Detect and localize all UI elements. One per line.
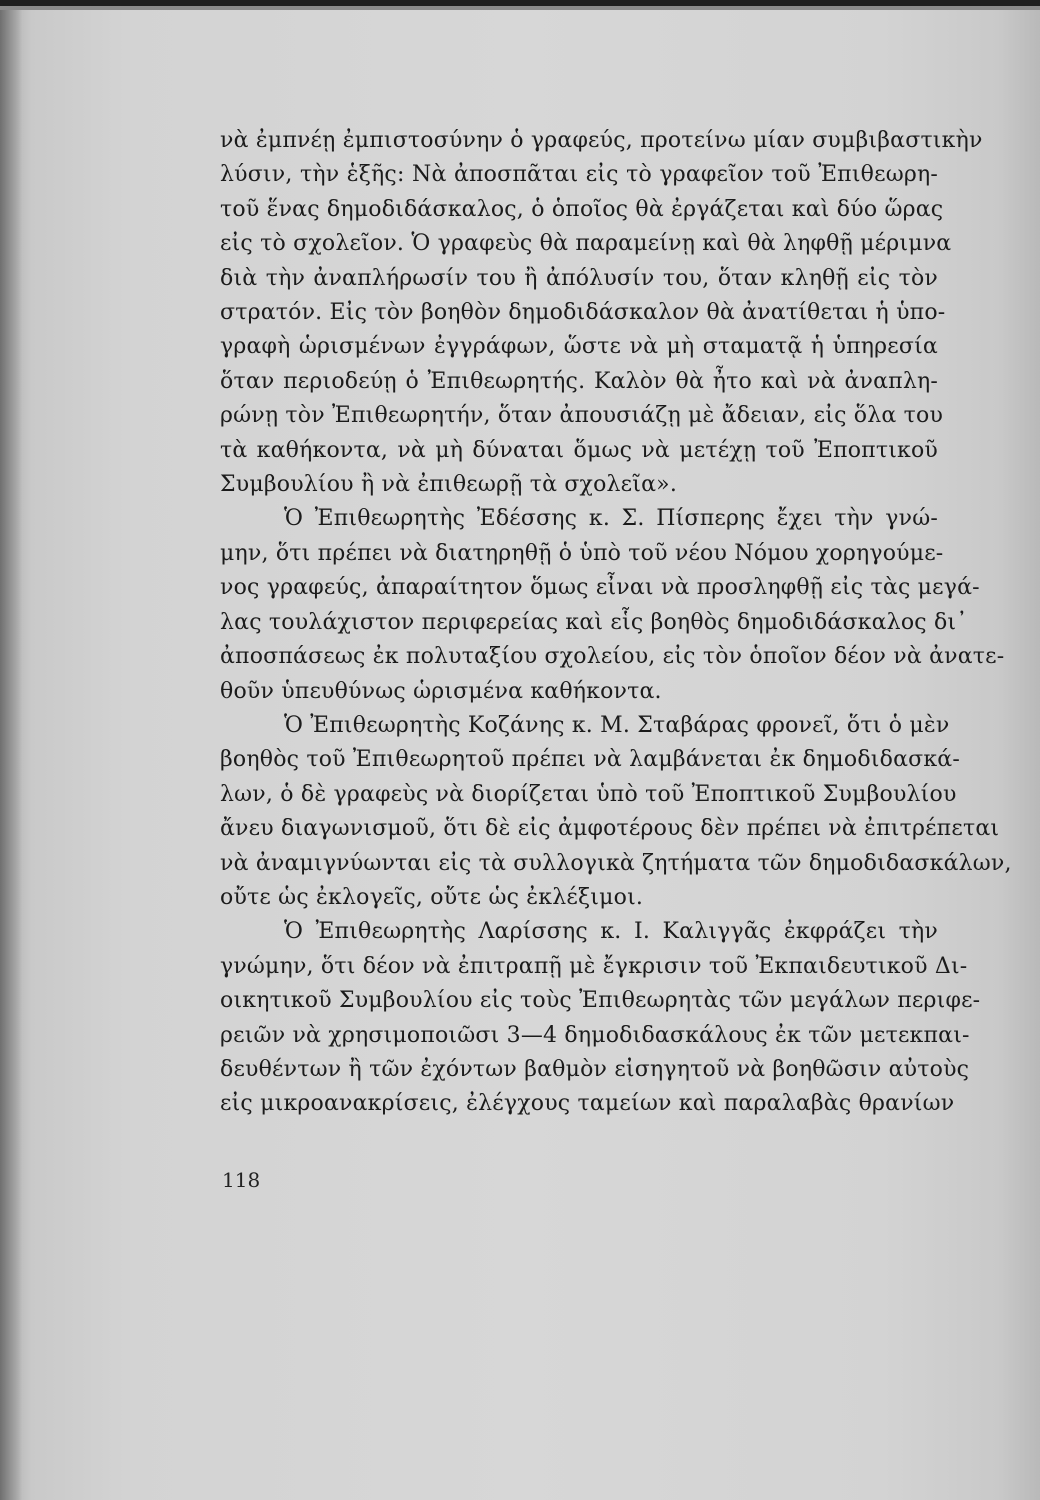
text-line: λας τουλάχιστον περιφερείας καὶ εἷς βοηθὸς δημοδιδάσκαλος δι᾽ xyxy=(220,609,968,635)
text-line: τοῦ ἕνας δημοδιδάσκαλος, ὁ ὁποῖος θὰ ἐργάζεται καὶ δύο ὥρας xyxy=(220,196,944,222)
text-line: Ὁ Ἐπιθεωρητὴς Λαρίσσης κ. Ι. Καλιγγᾶς ἐκφράζει τὴν xyxy=(284,919,938,945)
text-line: νὰ ἐμπνέῃ ἐμπιστοσύνην ὁ γραφεύς, προτείνω μίαν συμβιβαστικὴν xyxy=(220,128,983,153)
text-line: νὰ ἀναμιγνύωνται εἰς τὰ συλλογικὰ ζητήματα τῶν δημοδιδασκάλων, xyxy=(220,850,1012,876)
text-line: θοῦν ὑπευθύνως ὡρισμένα καθήκοντα. xyxy=(220,678,662,704)
page-number: 118 xyxy=(222,1168,261,1192)
text-line: γνώμην, ὅτι δέον νὰ ἐπιτραπῇ μὲ ἔγκρισιν τοῦ Ἐκπαιδευτικοῦ Δι- xyxy=(220,953,968,979)
binding-shadow xyxy=(0,0,22,1500)
text-line: νος γραφεύς, ἀπαραίτητον ὅμως εἶναι νὰ προσληφθῇ εἰς τὰς μεγά- xyxy=(220,575,980,601)
text-line: δευθέντων ἢ τῶν ἐχόντων βαθμὸν εἰσηγητοῦ νὰ βοηθῶσιν αὐτοὺς xyxy=(220,1056,970,1082)
text-line: Συμβουλίου ἢ νὰ ἐπιθεωρῇ τὰ σχολεῖα». xyxy=(220,472,678,498)
scan-top-edge-fade xyxy=(0,6,1040,10)
text-line: γραφὴ ὡρισμένων ἐγγράφων, ὥστε νὰ μὴ σταματᾷ ἡ ὑπηρεσία xyxy=(220,334,938,360)
text-line: ἀποσπάσεως ἐκ πολυταξίου σχολείου, εἰς τὸν ὁποῖον δέον νὰ ἀνατε- xyxy=(220,644,1005,670)
paragraph-4 xyxy=(220,915,981,1121)
text-line: Ὁ Ἐπιθεωρητὴς Κοζάνης κ. Μ. Σταβάρας φρονεῖ, ὅτι ὁ μὲν xyxy=(284,712,950,738)
text-line: μην, ὅτι πρέπει νὰ διατηρηθῇ ὁ ὑπὸ τοῦ νέου Νόμου χορηγούμε- xyxy=(220,540,944,566)
paragraph-3 xyxy=(220,709,1012,915)
text-line: στρατόν. Εἰς τὸν βοηθὸν δημοδιδάσκαλον θὰ ἀνατίθεται ἡ ὑπο- xyxy=(220,300,946,326)
text-line: οὔτε ὡς ἐκλογεῖς, οὔτε ὡς ἐκλέξιμοι. xyxy=(220,884,644,910)
text-line: ὅταν περιοδεύῃ ὁ Ἐπιθεωρητής. Καλὸν θὰ ἦτο καὶ νὰ ἀναπλη- xyxy=(220,368,938,394)
body-text xyxy=(220,124,1012,1122)
text-line: Ὁ Ἐπιθεωρητὴς Ἐδέσσης κ. Σ. Πίσπερης ἔχει τὴν γνώ- xyxy=(284,506,938,532)
text-line: ρώνῃ τὸν Ἐπιθεωρητήν, ὅταν ἀπουσιάζῃ μὲ ἄδειαν, εἰς ὅλα του xyxy=(220,403,944,429)
text-line: εἰς μικροανακρίσεις, ἐλέγχους ταμείων καὶ παραλαβὰς θρανίων xyxy=(220,1091,955,1117)
text-line: λύσιν, τὴν ἑξῆς: Νὰ ἀποσπᾶται εἰς τὸ γραφεῖον τοῦ Ἐπιθεωρη- xyxy=(220,162,938,188)
paragraph-2 xyxy=(220,502,1005,708)
text-line: διὰ τὴν ἀναπλήρωσίν του ἢ ἀπόλυσίν του, ὅταν κληθῇ εἰς τὸν xyxy=(220,265,938,291)
text-line: τὰ καθήκοντα, νὰ μὴ δύναται ὅμως νὰ μετέχῃ τοῦ Ἐποπτικοῦ xyxy=(220,437,938,463)
text-line: βοηθὸς τοῦ Ἐπιθεωρητοῦ πρέπει νὰ λαμβάνεται ἐκ δημοδιδασκά- xyxy=(220,747,960,773)
text-line: εἰς τὸ σχολεῖον. Ὁ γραφεὺς θὰ παραμείνῃ καὶ θὰ ληφθῇ μέριμνα xyxy=(220,231,952,257)
paragraph-1 xyxy=(220,124,983,502)
text-line: οικητικοῦ Συμβουλίου εἰς τοὺς Ἐπιθεωρητὰς τῶν μεγάλων περιφε- xyxy=(220,988,981,1014)
text-line: ρειῶν νὰ χρησιμοποιῶσι 3—4 δημοδιδασκάλους ἐκ τῶν μετεκπαι- xyxy=(220,1022,970,1048)
text-line: ἄνευ διαγωνισμοῦ, ὅτι δὲ εἰς ἀμφοτέρους δὲν πρέπει νὰ ἐπιτρέπεται xyxy=(220,816,1000,842)
text-line: λων, ὁ δὲ γραφεὺς νὰ διορίζεται ὑπὸ τοῦ Ἐποπτικοῦ Συμβουλίου xyxy=(220,781,957,807)
